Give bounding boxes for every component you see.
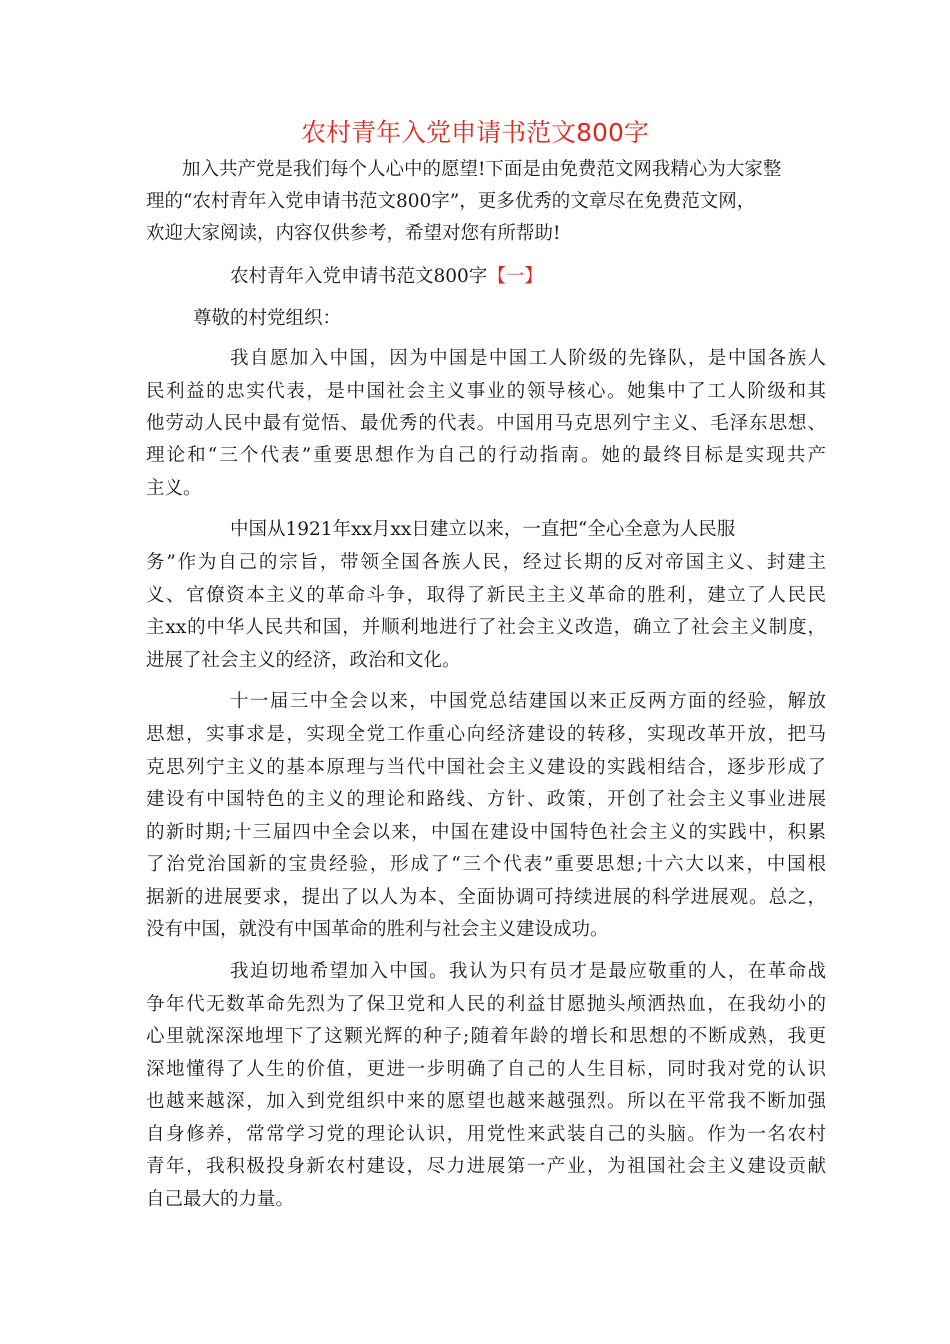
intro-line: 理的“农村青年入党申请书范文800字”，更多优秀的文章尽在免费范文网， xyxy=(146,191,756,212)
paragraph-line: 义、官僚资本主义的革命斗争，取得了新民主主义革命的胜利，建立了人民民 xyxy=(146,585,826,606)
paragraph-line: 自身修养，常常学习党的理论认识，用党性来武装自己的头脑。作为一名农村 xyxy=(146,1124,826,1145)
paragraph-line: 也越来越深，加入到党组织中来的愿望也越来越强烈。所以在平常我不断加强 xyxy=(146,1091,826,1112)
paragraph-line: 主义。 xyxy=(146,478,202,499)
paragraph-line: 务”作为自己的宗旨，带领全国各族人民，经过长期的反对帝国主义、封建主 xyxy=(146,552,826,573)
intro-line: 加入共产党是我们每个人心中的愿望!下面是由免费范文网我精心为大家整 xyxy=(182,159,782,180)
paragraph-line: 自己最大的力量。 xyxy=(146,1189,295,1210)
paragraph-line: 没有中国，就没有中国革命的胜利与社会主义建设成功。 xyxy=(146,919,609,940)
paragraph-line: 深地懂得了人生的价值，更进一步明确了自己的人生目标，同时我对党的认识 xyxy=(146,1059,826,1080)
paragraph-line: 理论和“三个代表”重要思想作为自己的行动指南。她的最终目标是实现共产 xyxy=(146,445,826,466)
paragraph-line: 十一届三中全会以来，中国党总结建国以来正反两方面的经验，解放 xyxy=(230,691,826,712)
paragraph-line: 他劳动人民中最有觉悟、最优秀的代表。中国用马克思列宁主义、毛泽东思想、 xyxy=(146,413,826,434)
paragraph-line: 了治党治国新的宝贵经验，形成了“三个代表”重要思想;十六大以来，中国根 xyxy=(146,854,826,875)
paragraph-line: 我迫切地希望加入中国。我认为只有员才是最应敬重的人，在革命战 xyxy=(230,961,826,982)
salutation: 尊敬的村党组织： xyxy=(193,308,342,329)
paragraph-line: 争年代无数革命先烈为了保卫党和人民的利益甘愿抛头颅洒热血，在我幼小的 xyxy=(146,994,826,1015)
intro-line: 欢迎大家阅读，内容仅供参考，希望对您有所帮助! xyxy=(146,223,561,244)
document-title: 农村青年入党申请书范文800字 xyxy=(301,118,649,147)
paragraph-line: 思想，实事求是，实现全党工作重心向经济建设的转移，实现改革开放，把马 xyxy=(146,724,826,745)
paragraph-line: 主xx的中华人民共和国，并顺利地进行了社会主义改造，确立了社会主义制度， xyxy=(146,617,826,638)
paragraph-line: 的新时期;十三届四中全会以来，中国在建设中国特色社会主义的实践中，积累 xyxy=(146,822,826,843)
paragraph-line: 建设有中国特色的主义的理论和路线、方针、政策，开创了社会主义事业进展 xyxy=(146,789,826,810)
paragraph-line: 民利益的忠实代表，是中国社会主义事业的领导核心。她集中了工人阶级和其 xyxy=(146,381,826,402)
paragraph-line: 我自愿加入中国，因为中国是中国工人阶级的先锋队，是中国各族人 xyxy=(230,348,826,369)
paragraph-line: 据新的进展要求，提出了以人为本、全面协调可持续进展的科学进展观。总之， xyxy=(146,887,826,908)
paragraph-line: 克思列宁主义的基本原理与当代中国社会主义建设的实践相结合，逐步形成了 xyxy=(146,757,826,778)
paragraph-line: 进展了社会主义的经济，政治和文化。 xyxy=(146,650,461,671)
paragraph-line: 心里就深深地埋下了这颗光辉的种子;随着年龄的增长和思想的不断成熟，我更 xyxy=(146,1026,826,1047)
paragraph-line: 青年，我积极投身新农村建设，尽力进展第一产业，为祖国社会主义建设贡献 xyxy=(146,1156,826,1177)
paragraph-line: 中国从1921年xx月xx日建立以来，一直把“全心全意为人民服 xyxy=(230,519,736,540)
section-subtitle xyxy=(230,265,543,289)
section-subtitle-bracket: 【一】 xyxy=(487,266,543,287)
section-subtitle-text: 农村青年入党申请书范文800字 xyxy=(230,266,488,287)
